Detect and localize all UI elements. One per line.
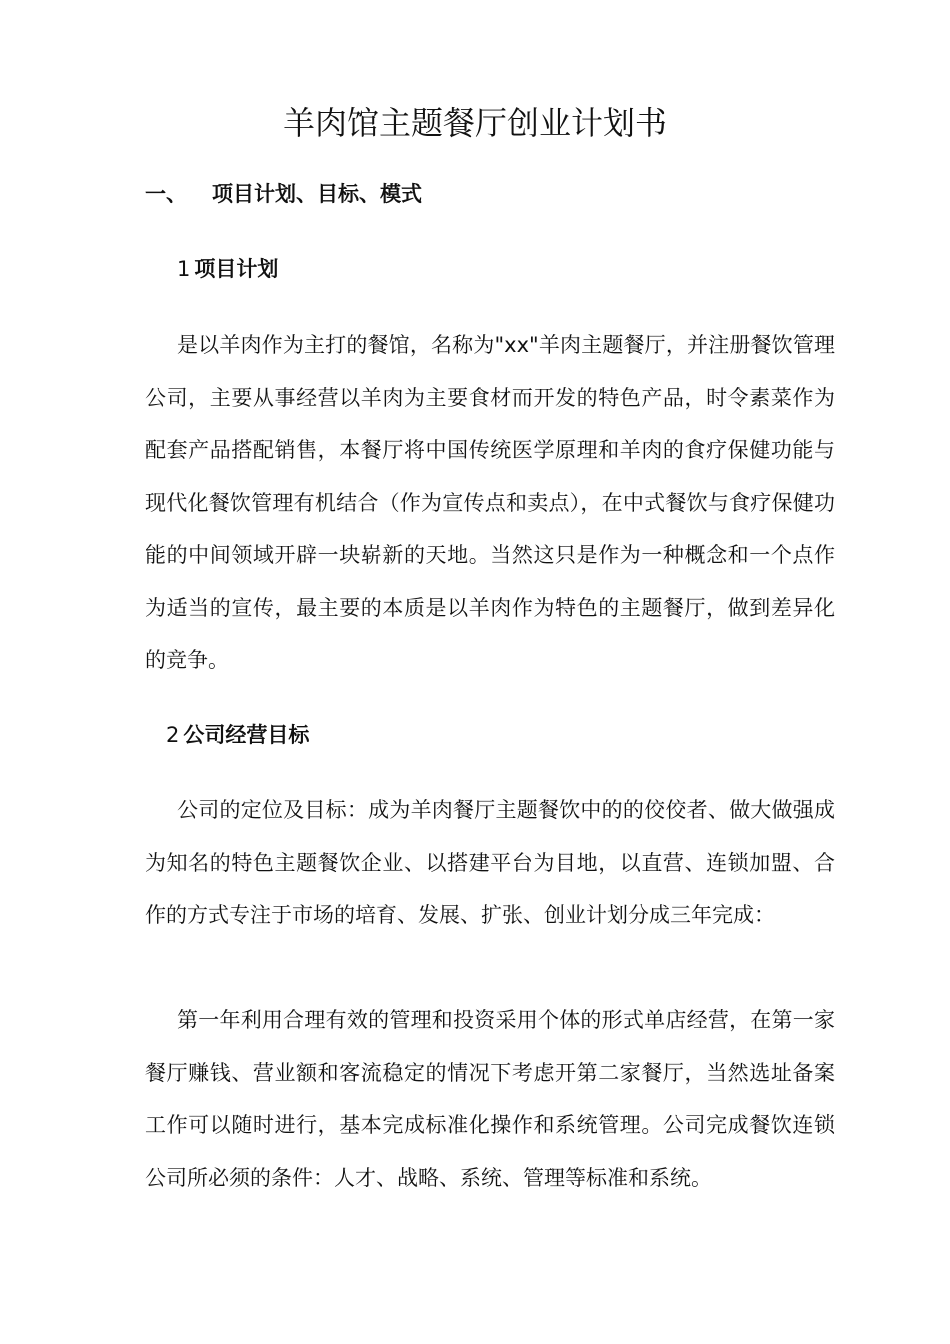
section-number: 一、	[145, 182, 187, 206]
subsection-number: 2	[166, 723, 180, 747]
section-heading-text: 项目计划、目标、模式	[212, 182, 422, 206]
document-title: 羊肉馆主题餐厅创业计划书	[282, 104, 667, 142]
subsection-heading-2	[166, 718, 309, 752]
paragraph-project-plan: 是以羊肉作为主打的餐馆，名称为"xx"羊肉主题餐厅，并注册餐饮管理公司，主要从事经营以羊肉为主要食材而开发的特色产品，时令素菜作为配套产品搭配销售，本餐厅将中国传统医学原理和羊肉的食疗保健功能与现代化餐饮管理有机结合（作为宣传点和卖点），在中式餐饮与食疗保健功能的中间领域开辟一块崭新的天地。当然这只是作为一种概念和一个点作为适当的宣传，最主要的本质是以羊肉作为特色的主题餐厅，做到差异化的竞争。	[145, 333, 835, 672]
subsection-heading-text: 项目计划	[194, 257, 279, 281]
paragraph-company-goals: 公司的定位及目标：成为羊肉餐厅主题餐饮中的的佼佼者、做大做强成为知名的特色主题餐饮企业、以搭建平台为目地，以直营、连锁加盟、合作的方式专注于市场的培育、发展、扩张、创业计划分成三年完成：	[145, 798, 835, 927]
section-heading-1	[145, 177, 422, 211]
subsection-number: 1	[177, 257, 191, 281]
paragraph-first-year-plan: 第一年利用合理有效的管理和投资采用个体的形式单店经营，在第一家餐厅赚钱、营业额和客流稳定的情况下考虑开第二家餐厅，当然选址备案工作可以随时进行，基本完成标准化操作和系统管理。公司完成餐饮连锁公司所必须的条件：人才、战略、系统、管理等标准和系统。	[145, 1008, 835, 1190]
subsection-heading-1	[177, 252, 278, 286]
subsection-heading-text: 公司经营目标	[183, 723, 310, 747]
